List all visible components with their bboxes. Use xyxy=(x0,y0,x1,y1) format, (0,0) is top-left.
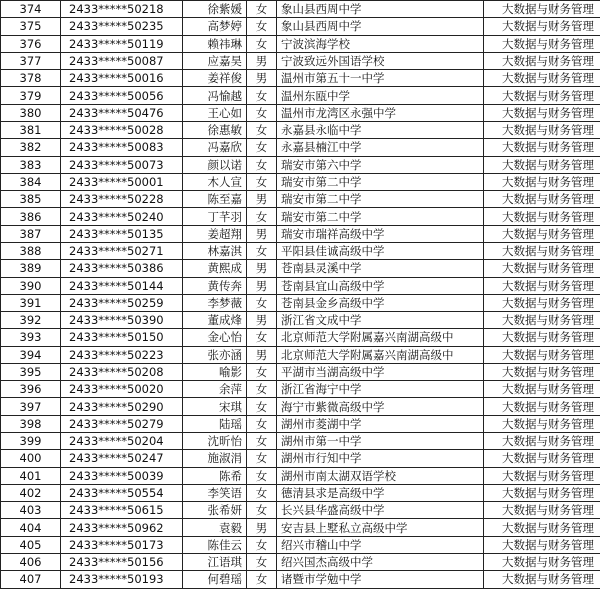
major-cell: 大数据与财务管理 xyxy=(484,104,600,121)
major-cell: 大数据与财务管理 xyxy=(484,484,600,501)
student-name-cell: 林嘉淇 xyxy=(183,242,247,259)
table-row xyxy=(1,536,600,553)
table-row xyxy=(1,415,600,432)
school-cell: 浙江省海宁中学 xyxy=(277,381,484,398)
table-row xyxy=(1,467,600,484)
gender-cell: 女 xyxy=(247,502,277,519)
student-name-cell: 黄传奔 xyxy=(183,277,247,294)
exam-id-cell: 2433*****50193 xyxy=(61,571,183,588)
student-name-cell: 江语琪 xyxy=(183,554,247,571)
gender-cell: 女 xyxy=(247,35,277,52)
exam-id-cell: 2433*****50240 xyxy=(61,208,183,225)
table-row xyxy=(1,571,600,588)
exam-id-cell: 2433*****50039 xyxy=(61,467,183,484)
row-number-cell: 380 xyxy=(1,104,61,121)
student-name-cell: 宋琪 xyxy=(183,398,247,415)
row-number-cell: 375 xyxy=(1,18,61,35)
school-cell: 长兴县华盛高级中学 xyxy=(277,502,484,519)
row-number-cell: 403 xyxy=(1,502,61,519)
school-cell: 瑞安市第二中学 xyxy=(277,208,484,225)
table-row xyxy=(1,329,600,346)
major-cell: 大数据与财务管理 xyxy=(484,242,600,259)
exam-id-cell: 2433*****50150 xyxy=(61,329,183,346)
school-cell: 瑞安市第二中学 xyxy=(277,191,484,208)
school-cell: 北京师范大学附属嘉兴南湖高级中 xyxy=(277,329,484,346)
student-name-cell: 陈希 xyxy=(183,467,247,484)
table-row xyxy=(1,363,600,380)
exam-id-cell: 2433*****50204 xyxy=(61,433,183,450)
major-cell: 大数据与财务管理 xyxy=(484,18,600,35)
major-cell: 大数据与财务管理 xyxy=(484,433,600,450)
gender-cell: 女 xyxy=(247,139,277,156)
student-name-cell: 木人宣 xyxy=(183,173,247,190)
school-cell: 浙江省文成中学 xyxy=(277,312,484,329)
school-cell: 诸暨市学勉中学 xyxy=(277,571,484,588)
row-number-cell: 401 xyxy=(1,467,61,484)
school-cell: 湖州市第一中学 xyxy=(277,433,484,450)
student-name-cell: 余萍 xyxy=(183,381,247,398)
table-row xyxy=(1,70,600,87)
exam-id-cell: 2433*****50223 xyxy=(61,346,183,363)
gender-cell: 女 xyxy=(247,87,277,104)
school-cell: 湖州市南太湖双语学校 xyxy=(277,467,484,484)
gender-cell: 女 xyxy=(247,381,277,398)
major-cell: 大数据与财务管理 xyxy=(484,415,600,432)
gender-cell: 女 xyxy=(247,121,277,138)
exam-id-cell: 2433*****50962 xyxy=(61,519,183,536)
major-cell: 大数据与财务管理 xyxy=(484,1,600,18)
school-cell: 湖州市行知中学 xyxy=(277,450,484,467)
row-number-cell: 400 xyxy=(1,450,61,467)
gender-cell: 女 xyxy=(247,173,277,190)
major-cell: 大数据与财务管理 xyxy=(484,139,600,156)
student-name-cell: 丁芊羽 xyxy=(183,208,247,225)
table-row xyxy=(1,242,600,259)
school-cell: 温州市龙湾区永强中学 xyxy=(277,104,484,121)
major-cell: 大数据与财务管理 xyxy=(484,312,600,329)
student-name-cell: 金心怡 xyxy=(183,329,247,346)
exam-id-cell: 2433*****50056 xyxy=(61,87,183,104)
table-row xyxy=(1,450,600,467)
student-name-cell: 冯愉越 xyxy=(183,87,247,104)
major-cell: 大数据与财务管理 xyxy=(484,381,600,398)
row-number-cell: 388 xyxy=(1,242,61,259)
student-name-cell: 赖祎琳 xyxy=(183,35,247,52)
table-row xyxy=(1,52,600,69)
student-name-cell: 黄熙成 xyxy=(183,260,247,277)
table-row xyxy=(1,139,600,156)
table-row xyxy=(1,346,600,363)
row-number-cell: 381 xyxy=(1,121,61,138)
row-number-cell: 404 xyxy=(1,519,61,536)
major-cell: 大数据与财务管理 xyxy=(484,260,600,277)
major-cell: 大数据与财务管理 xyxy=(484,156,600,173)
gender-cell: 男 xyxy=(247,52,277,69)
row-number-cell: 397 xyxy=(1,398,61,415)
major-cell: 大数据与财务管理 xyxy=(484,450,600,467)
table-row xyxy=(1,294,600,311)
gender-cell: 女 xyxy=(247,104,277,121)
table-row xyxy=(1,18,600,35)
student-name-cell: 何碧瑶 xyxy=(183,571,247,588)
exam-id-cell: 2433*****50028 xyxy=(61,121,183,138)
row-number-cell: 379 xyxy=(1,87,61,104)
gender-cell: 女 xyxy=(247,415,277,432)
gender-cell: 女 xyxy=(247,18,277,35)
gender-cell: 女 xyxy=(247,363,277,380)
table-row xyxy=(1,87,600,104)
row-number-cell: 385 xyxy=(1,191,61,208)
gender-cell: 女 xyxy=(247,571,277,588)
gender-cell: 女 xyxy=(247,398,277,415)
row-number-cell: 383 xyxy=(1,156,61,173)
row-number-cell: 384 xyxy=(1,173,61,190)
major-cell: 大数据与财务管理 xyxy=(484,519,600,536)
major-cell: 大数据与财务管理 xyxy=(484,121,600,138)
table-row xyxy=(1,225,600,242)
school-cell: 平湖市当湖高级中学 xyxy=(277,363,484,380)
row-number-cell: 374 xyxy=(1,1,61,18)
row-number-cell: 377 xyxy=(1,52,61,69)
school-cell: 温州东瓯中学 xyxy=(277,87,484,104)
table-row xyxy=(1,381,600,398)
major-cell: 大数据与财务管理 xyxy=(484,173,600,190)
table-row xyxy=(1,173,600,190)
row-number-cell: 402 xyxy=(1,484,61,501)
major-cell: 大数据与财务管理 xyxy=(484,70,600,87)
student-name-cell: 沈昕怡 xyxy=(183,433,247,450)
table-row xyxy=(1,484,600,501)
row-number-cell: 376 xyxy=(1,35,61,52)
gender-cell: 男 xyxy=(247,260,277,277)
exam-id-cell: 2433*****50259 xyxy=(61,294,183,311)
gender-cell: 男 xyxy=(247,312,277,329)
exam-id-cell: 2433*****50001 xyxy=(61,173,183,190)
student-name-cell: 张亦涵 xyxy=(183,346,247,363)
row-number-cell: 390 xyxy=(1,277,61,294)
major-cell: 大数据与财务管理 xyxy=(484,502,600,519)
exam-id-cell: 2433*****50135 xyxy=(61,225,183,242)
exam-id-cell: 2433*****50476 xyxy=(61,104,183,121)
student-name-cell: 徐惠敏 xyxy=(183,121,247,138)
school-cell: 安吉县上墅私立高级中学 xyxy=(277,519,484,536)
table-row xyxy=(1,35,600,52)
major-cell: 大数据与财务管理 xyxy=(484,208,600,225)
major-cell: 大数据与财务管理 xyxy=(484,225,600,242)
student-name-cell: 李笑语 xyxy=(183,484,247,501)
table-row xyxy=(1,104,600,121)
school-cell: 北京师范大学附属嘉兴南湖高级中 xyxy=(277,346,484,363)
exam-id-cell: 2433*****50228 xyxy=(61,191,183,208)
row-number-cell: 399 xyxy=(1,433,61,450)
gender-cell: 女 xyxy=(247,467,277,484)
gender-cell: 男 xyxy=(247,225,277,242)
exam-id-cell: 2433*****50119 xyxy=(61,35,183,52)
school-cell: 苍南县灵溪中学 xyxy=(277,260,484,277)
major-cell: 大数据与财务管理 xyxy=(484,87,600,104)
exam-id-cell: 2433*****50554 xyxy=(61,484,183,501)
row-number-cell: 378 xyxy=(1,70,61,87)
student-name-cell: 颜以诺 xyxy=(183,156,247,173)
gender-cell: 女 xyxy=(247,242,277,259)
student-name-cell: 施淑涓 xyxy=(183,450,247,467)
table-row xyxy=(1,1,600,18)
major-cell: 大数据与财务管理 xyxy=(484,52,600,69)
school-cell: 德清县求是高级中学 xyxy=(277,484,484,501)
school-cell: 宁波滨海学校 xyxy=(277,35,484,52)
exam-id-cell: 2433*****50390 xyxy=(61,312,183,329)
gender-cell: 女 xyxy=(247,433,277,450)
student-name-cell: 应嘉昊 xyxy=(183,52,247,69)
gender-cell: 女 xyxy=(247,294,277,311)
exam-id-cell: 2433*****50144 xyxy=(61,277,183,294)
row-number-cell: 394 xyxy=(1,346,61,363)
exam-id-cell: 2433*****50073 xyxy=(61,156,183,173)
student-name-cell: 陈佳云 xyxy=(183,536,247,553)
row-number-cell: 392 xyxy=(1,312,61,329)
major-cell: 大数据与财务管理 xyxy=(484,398,600,415)
exam-id-cell: 2433*****50173 xyxy=(61,536,183,553)
gender-cell: 女 xyxy=(247,554,277,571)
exam-id-cell: 2433*****50016 xyxy=(61,70,183,87)
gender-cell: 男 xyxy=(247,277,277,294)
school-cell: 苍南县宜山高级中学 xyxy=(277,277,484,294)
major-cell: 大数据与财务管理 xyxy=(484,277,600,294)
row-number-cell: 398 xyxy=(1,415,61,432)
major-cell: 大数据与财务管理 xyxy=(484,329,600,346)
school-cell: 平阳县佳诚高级中学 xyxy=(277,242,484,259)
exam-id-cell: 2433*****50247 xyxy=(61,450,183,467)
student-name-cell: 徐紫媛 xyxy=(183,1,247,18)
table-row xyxy=(1,519,600,536)
school-cell: 象山县西周中学 xyxy=(277,1,484,18)
school-cell: 绍兴市稽山中学 xyxy=(277,536,484,553)
gender-cell: 女 xyxy=(247,208,277,225)
gender-cell: 女 xyxy=(247,329,277,346)
major-cell: 大数据与财务管理 xyxy=(484,554,600,571)
student-name-cell: 高梦婷 xyxy=(183,18,247,35)
exam-id-cell: 2433*****50083 xyxy=(61,139,183,156)
student-name-cell: 陆瑶 xyxy=(183,415,247,432)
major-cell: 大数据与财务管理 xyxy=(484,571,600,588)
exam-id-cell: 2433*****50208 xyxy=(61,363,183,380)
exam-id-cell: 2433*****50020 xyxy=(61,381,183,398)
school-cell: 瑞安市瑞祥高级中学 xyxy=(277,225,484,242)
table-row xyxy=(1,191,600,208)
table-row xyxy=(1,260,600,277)
student-name-cell: 姜祥俊 xyxy=(183,70,247,87)
school-cell: 象山县西周中学 xyxy=(277,18,484,35)
major-cell: 大数据与财务管理 xyxy=(484,363,600,380)
school-cell: 湖州市菱湖中学 xyxy=(277,415,484,432)
student-name-cell: 冯嘉欣 xyxy=(183,139,247,156)
table-row xyxy=(1,312,600,329)
student-name-cell: 喻影 xyxy=(183,363,247,380)
table-row xyxy=(1,433,600,450)
table-row xyxy=(1,277,600,294)
table-row xyxy=(1,502,600,519)
row-number-cell: 405 xyxy=(1,536,61,553)
school-cell: 海宁市紫微高级中学 xyxy=(277,398,484,415)
row-number-cell: 386 xyxy=(1,208,61,225)
gender-cell: 男 xyxy=(247,70,277,87)
exam-id-cell: 2433*****50271 xyxy=(61,242,183,259)
row-number-cell: 396 xyxy=(1,381,61,398)
school-cell: 苍南县金乡高级中学 xyxy=(277,294,484,311)
table-body xyxy=(1,1,600,589)
table-row xyxy=(1,121,600,138)
student-name-cell: 李梦薇 xyxy=(183,294,247,311)
gender-cell: 女 xyxy=(247,156,277,173)
row-number-cell: 389 xyxy=(1,260,61,277)
row-number-cell: 391 xyxy=(1,294,61,311)
school-cell: 永嘉县楠江中学 xyxy=(277,139,484,156)
exam-id-cell: 2433*****50218 xyxy=(61,1,183,18)
exam-id-cell: 2433*****50290 xyxy=(61,398,183,415)
row-number-cell: 395 xyxy=(1,363,61,380)
major-cell: 大数据与财务管理 xyxy=(484,191,600,208)
gender-cell: 女 xyxy=(247,536,277,553)
school-cell: 宁波致远外国语学校 xyxy=(277,52,484,69)
major-cell: 大数据与财务管理 xyxy=(484,536,600,553)
exam-id-cell: 2433*****50235 xyxy=(61,18,183,35)
gender-cell: 女 xyxy=(247,484,277,501)
table-row xyxy=(1,398,600,415)
student-name-cell: 陈至嘉 xyxy=(183,191,247,208)
gender-cell: 男 xyxy=(247,191,277,208)
row-number-cell: 382 xyxy=(1,139,61,156)
exam-id-cell: 2433*****50156 xyxy=(61,554,183,571)
major-cell: 大数据与财务管理 xyxy=(484,35,600,52)
school-cell: 温州市第五十一中学 xyxy=(277,70,484,87)
row-number-cell: 393 xyxy=(1,329,61,346)
gender-cell: 女 xyxy=(247,450,277,467)
school-cell: 瑞安市第二中学 xyxy=(277,173,484,190)
school-cell: 瑞安市第六中学 xyxy=(277,156,484,173)
major-cell: 大数据与财务管理 xyxy=(484,294,600,311)
exam-id-cell: 2433*****50615 xyxy=(61,502,183,519)
table-row xyxy=(1,554,600,571)
student-name-cell: 袁毅 xyxy=(183,519,247,536)
school-cell: 绍兴国杰高级中学 xyxy=(277,554,484,571)
gender-cell: 男 xyxy=(247,346,277,363)
major-cell: 大数据与财务管理 xyxy=(484,346,600,363)
gender-cell: 男 xyxy=(247,519,277,536)
school-cell: 永嘉县永临中学 xyxy=(277,121,484,138)
gender-cell: 女 xyxy=(247,1,277,18)
exam-id-cell: 2433*****50279 xyxy=(61,415,183,432)
row-number-cell: 407 xyxy=(1,571,61,588)
row-number-cell: 406 xyxy=(1,554,61,571)
student-name-cell: 王心如 xyxy=(183,104,247,121)
exam-id-cell: 2433*****50386 xyxy=(61,260,183,277)
table-row xyxy=(1,156,600,173)
table-row xyxy=(1,208,600,225)
student-name-cell: 董成烽 xyxy=(183,312,247,329)
row-number-cell: 387 xyxy=(1,225,61,242)
major-cell: 大数据与财务管理 xyxy=(484,467,600,484)
student-name-cell: 姜超翔 xyxy=(183,225,247,242)
student-name-cell: 张希妍 xyxy=(183,502,247,519)
exam-id-cell: 2433*****50087 xyxy=(61,52,183,69)
